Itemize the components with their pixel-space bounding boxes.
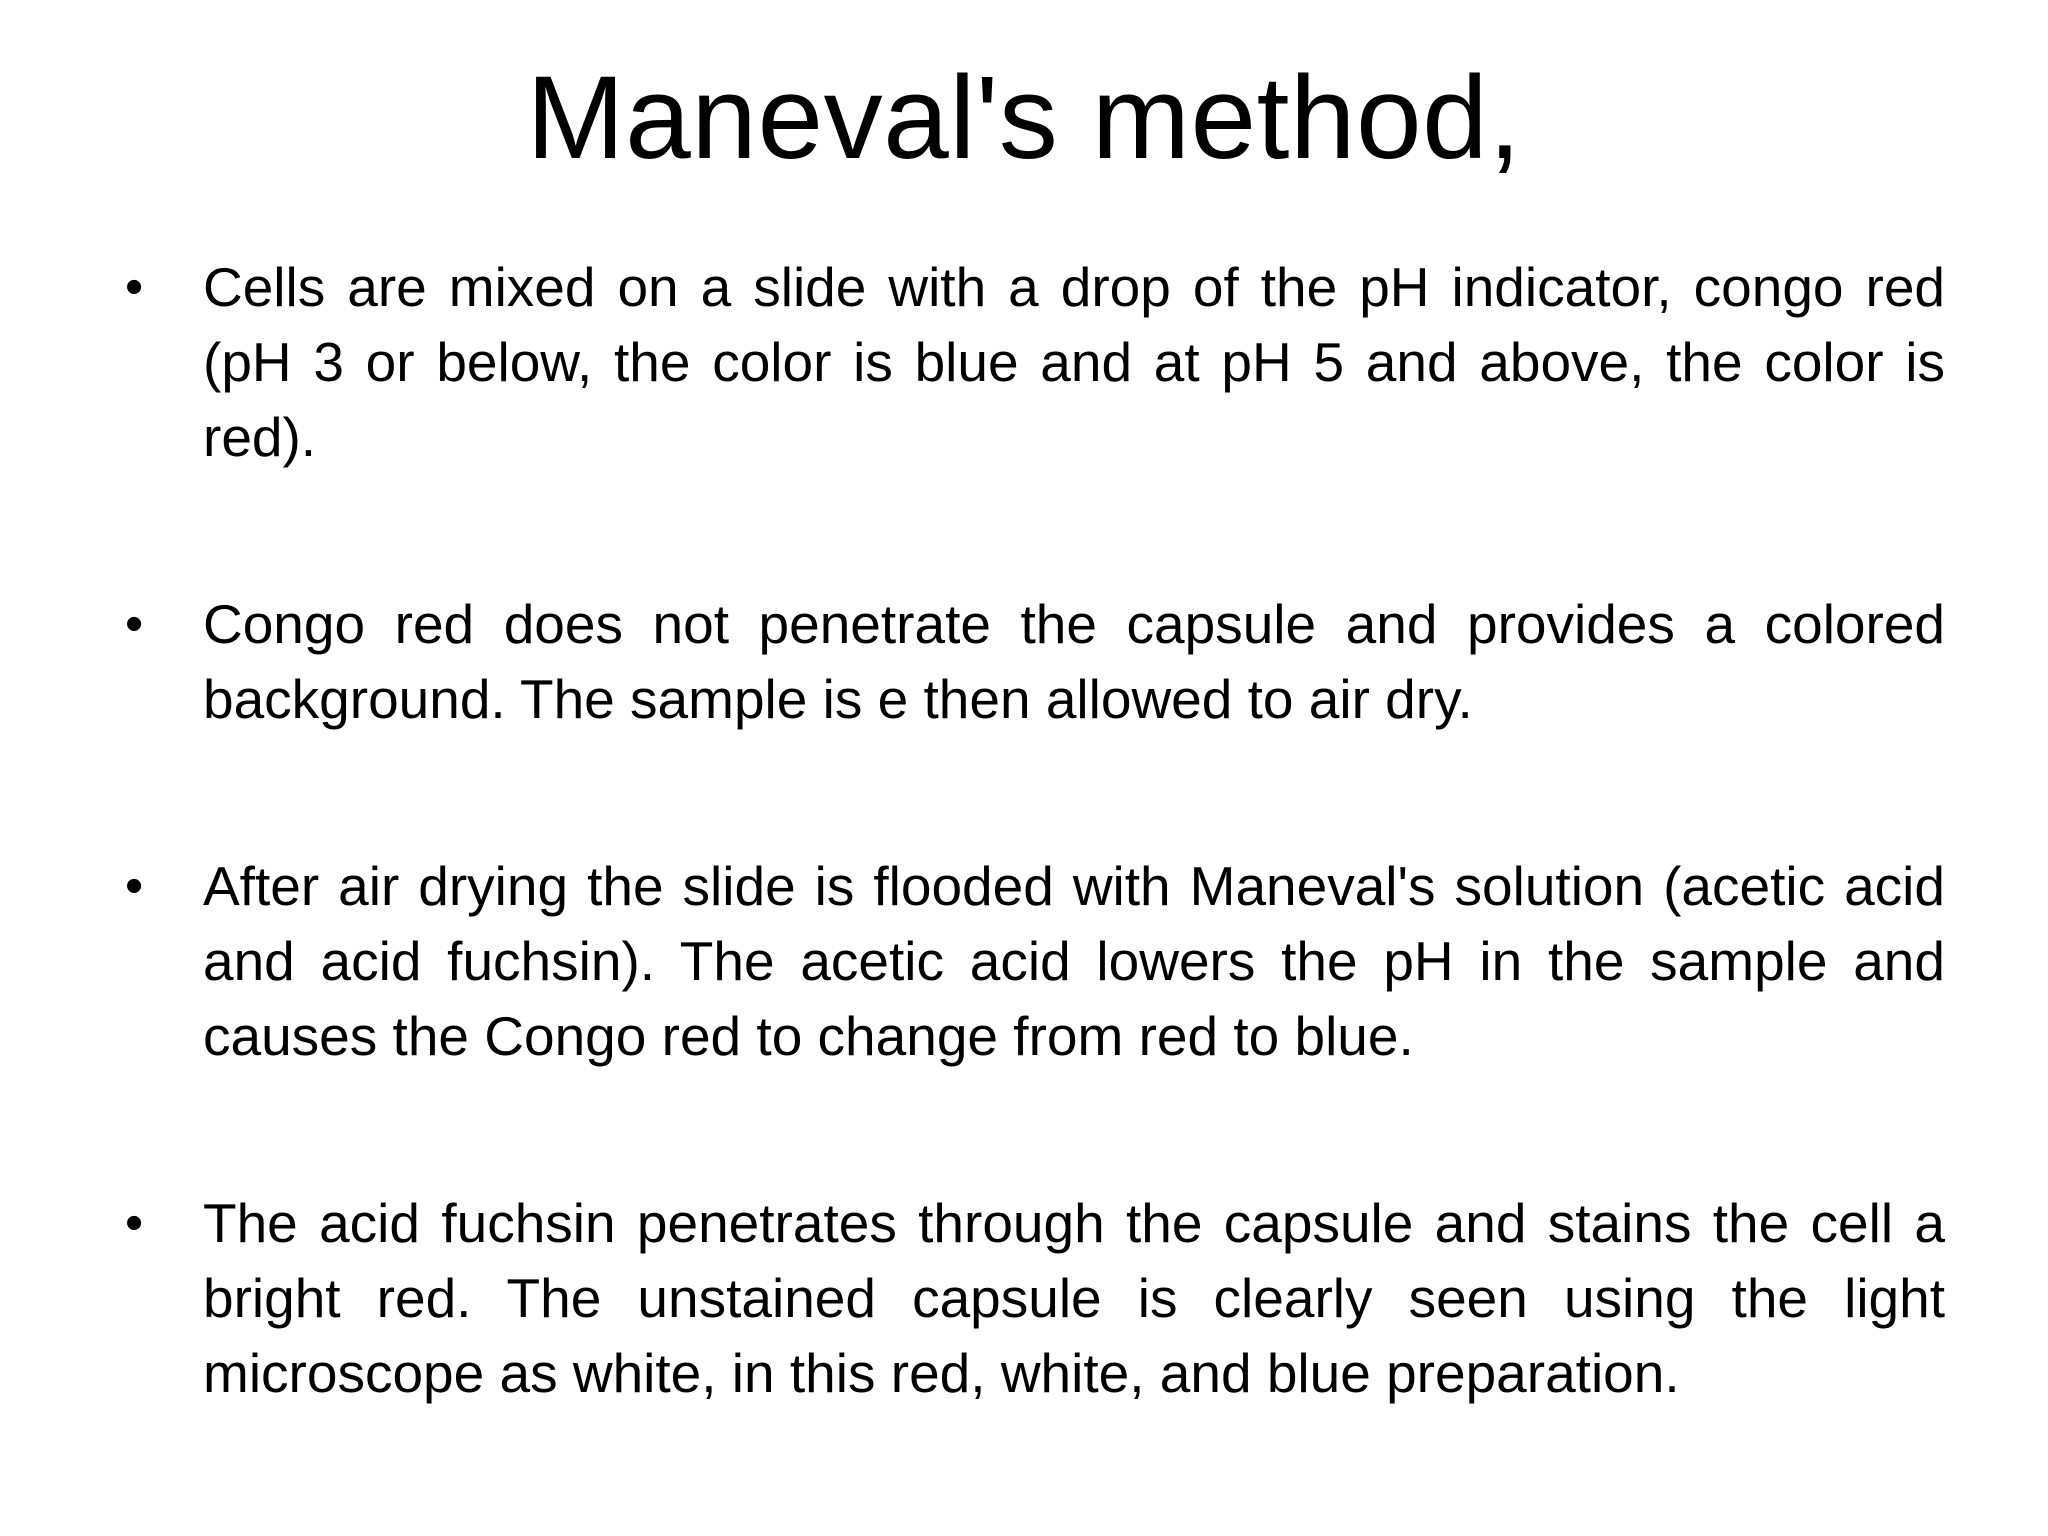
bullet-item: [125, 1186, 1945, 1411]
bullet-item: [125, 849, 1945, 1074]
bullet-text: Congo red does not penetrate the capsule and provides a colored background. The sample is e then allowed to air dry.: [203, 593, 1945, 730]
slide-title: Maneval's method,: [526, 52, 1522, 184]
bullet-point-icon: •: [125, 258, 144, 316]
bullet-item: [125, 250, 1945, 475]
bullet-point-icon: •: [125, 1194, 144, 1252]
bullet-text: The acid fuchsin penetrates through the capsule and stains the cell a bright red. The unstained capsule is clearly seen using the light microscope as white, in this red, white, and blue preparation.: [203, 1192, 1945, 1404]
bullet-item: [125, 587, 1945, 737]
bullet-text: After air drying the slide is flooded with Maneval's solution (acetic acid and acid fuchsin). The acetic acid lowers the pH in the sample and causes the Congo red to change from red to blue.: [203, 855, 1945, 1067]
bullet-list: [125, 250, 1945, 1411]
bullet-point-icon: •: [125, 857, 144, 915]
bullet-text: Cells are mixed on a slide with a drop of the pH indicator, congo red (pH 3 or below, the color is blue and at pH 5 and above, the color is red).: [203, 256, 1945, 468]
bullet-point-icon: •: [125, 595, 144, 653]
